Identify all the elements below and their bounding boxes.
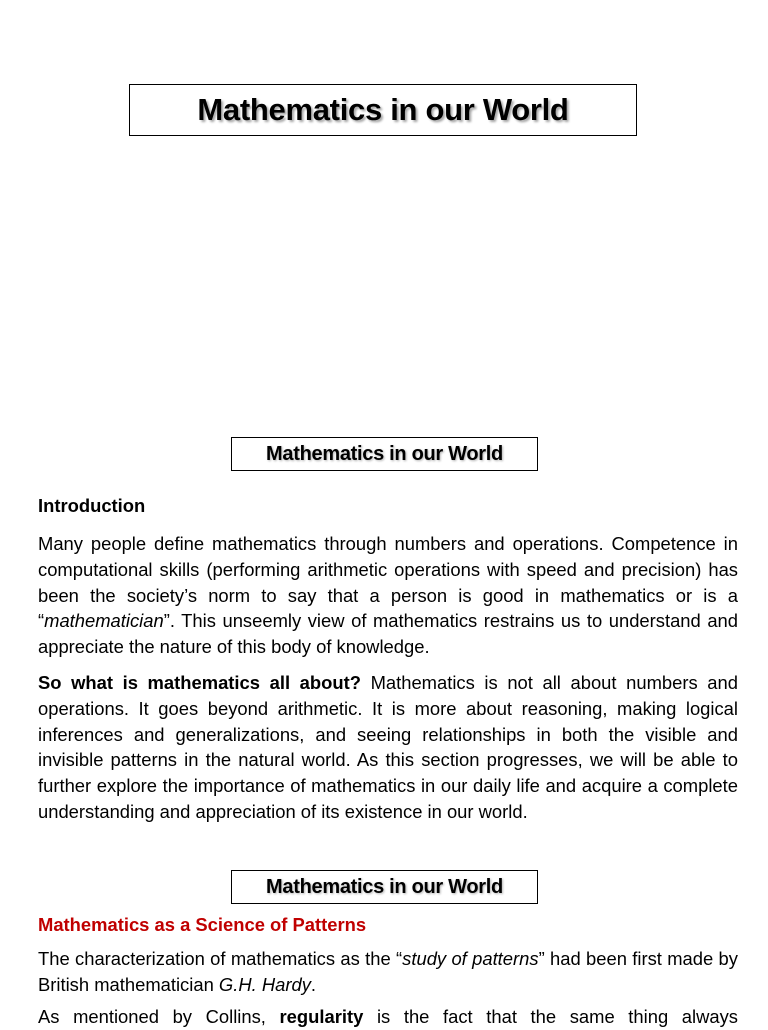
p3-text-c: . [310,973,317,995]
p1-text-a: Many people define mathematics through numbers and operations. Competence in computational skills (performing arithmetic operations with speed and precision) has been the society’s norm to say that a person is good in mathematics or is a “ [38,533,738,632]
p3-italic-study: study of patterns [402,948,539,969]
patterns-paragraph-1-text [38,946,738,998]
p2-text-rest: Mathematics is not all about numbers and operations. It goes beyond arithmetic. It is more about reasoning, making logical inferences and generalizations, and seeing relationships in both the visible and invisible patterns in the natural world. As this section progresses, we will be able to further explore the importance of mathematics in our daily life and acquire a complete understanding and appreciation of its existence in our world. [38,672,738,822]
p4-bold-regularity: regularity [279,1006,364,1027]
section-header-1: Mathematics in our World [266,442,503,465]
p1-text-b: ”. This unseemly view of mathematics restrains us to understand and appreciate the nature of this body of knowledge. [38,610,738,658]
intro-paragraph-2-text [38,670,738,825]
p4-text-a: As mentioned by Collins, [38,1006,280,1027]
p4-text-b: is the fact that the same thing always [363,1006,738,1027]
p2-bold-question: So what is mathematics all about? [38,672,361,693]
p1-italic: mathematician [44,610,164,632]
introduction-heading: Introduction [38,495,146,516]
patterns-subheading: Mathematics as a Science of Patterns [38,914,367,935]
document-title-box [129,84,637,136]
patterns-paragraph-2-text [38,1004,738,1030]
section-header-box-1 [231,437,538,471]
p3-italic-hardy: G.H. Hardy [218,973,311,995]
patterns-paragraph-2 [38,1004,738,1030]
p3-text-b: ” had been first made by British mathematician [38,948,738,995]
intro-paragraph-1-text [38,531,738,660]
section-header-box-2 [231,870,538,904]
document-title: Mathematics in our World [197,92,569,127]
intro-paragraph-2 [38,670,738,825]
patterns-paragraph-1 [38,946,738,998]
section-header-2: Mathematics in our World [266,875,503,898]
p3-text-a: The characterization of mathematics as the “ [38,948,403,969]
intro-paragraph-1 [38,531,738,660]
